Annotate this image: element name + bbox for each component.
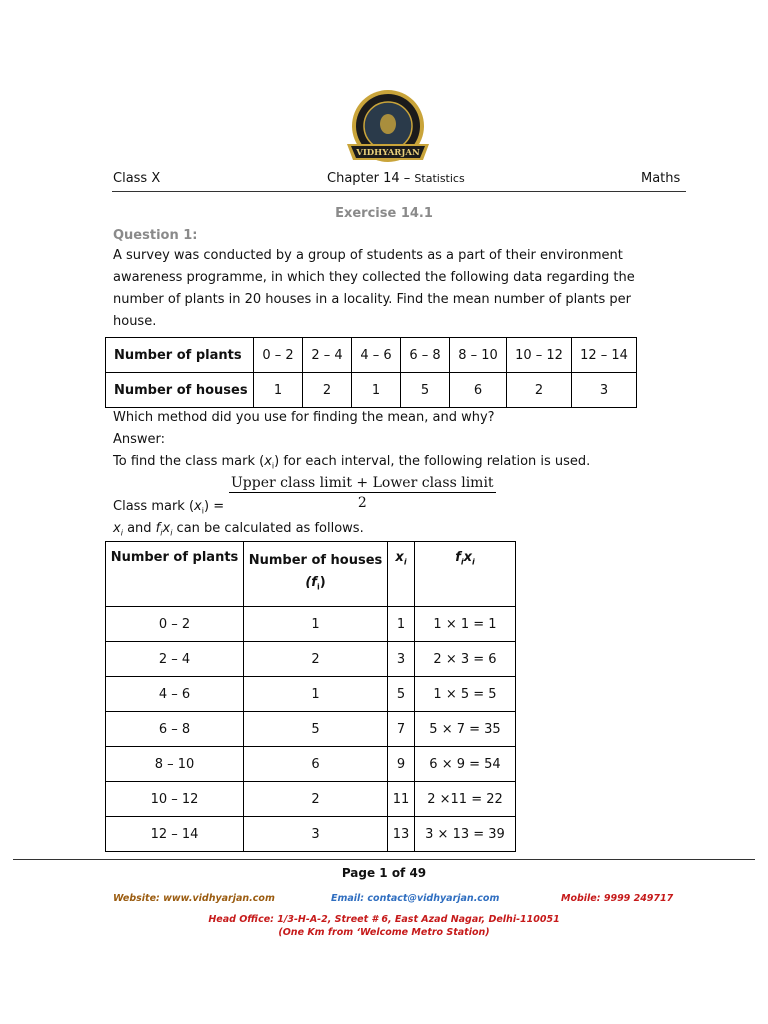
fx-var: $f_ix_i$ — [155, 521, 173, 538]
cell-f: 6 — [244, 747, 388, 782]
header-xi: $x_i$ — [388, 542, 415, 607]
cell-interval: 2 – 4 — [106, 642, 244, 677]
cell-fx: 2 ×11 = 22 — [415, 782, 516, 817]
table-cell: 2 — [507, 373, 572, 408]
question-title: Question 1: — [113, 228, 198, 243]
website-link[interactable]: Website: www.vidhyarjan.com — [113, 893, 275, 904]
table-row — [106, 677, 516, 712]
cell-fx: 5 × 7 = 35 — [415, 712, 516, 747]
header-divider — [112, 191, 686, 192]
cell-interval: 0 – 2 — [106, 607, 244, 642]
cell-f: 2 — [244, 642, 388, 677]
cell-f: 3 — [244, 817, 388, 852]
table-row — [106, 607, 516, 642]
question-text: A survey was conducted by a group of students as a part of their environment awareness programme, in which they collected the following data regarding the number of plants in 20 houses in a locality. Find the mean number of plants per house. — [113, 248, 635, 329]
header-houses-fi: $(f_i)$ — [305, 575, 326, 592]
i-subscript: i — [271, 461, 275, 471]
subject-label: Maths — [641, 171, 681, 186]
cell-x: 9 — [388, 747, 415, 782]
table-cell: 2 — [303, 373, 352, 408]
table-row — [106, 373, 637, 408]
intro-text: To find the class mark ( — [113, 454, 265, 469]
table-cell: 6 – 8 — [401, 338, 450, 373]
table-cell: 1 — [352, 373, 401, 408]
cell-x: 13 — [388, 817, 415, 852]
table-cell: 8 – 10 — [450, 338, 507, 373]
calc-line: $x_i$ and $f_ix_i$ can be calculated as follows. — [113, 521, 364, 538]
x-var: x — [194, 499, 202, 514]
row-label: Number of houses — [106, 373, 254, 408]
svg-text:VIDHYARJAN: VIDHYARJAN — [356, 148, 420, 158]
plants-data-table — [105, 337, 637, 408]
cell-f: 5 — [244, 712, 388, 747]
exercise-title: Exercise 14.1 — [335, 206, 433, 221]
table-cell: 0 – 2 — [254, 338, 303, 373]
intro-text-end: ) for each interval, the following relation is used. — [274, 454, 591, 469]
row-label: Number of plants — [106, 338, 254, 373]
class-mark-intro — [113, 451, 673, 478]
table-cell: 6 — [450, 373, 507, 408]
cell-f: 1 — [244, 677, 388, 712]
table-row — [106, 338, 637, 373]
cell-interval: 10 – 12 — [106, 782, 244, 817]
cell-interval: 4 – 6 — [106, 677, 244, 712]
table-cell: 3 — [572, 373, 637, 408]
cell-fx: 6 × 9 = 54 — [415, 747, 516, 782]
header-houses-label: Number of houses — [248, 553, 383, 568]
page-number: Page 1 of 49 — [341, 866, 427, 880]
cell-fx: 2 × 3 = 6 — [415, 642, 516, 677]
chapter-number: Chapter 14 – — [327, 171, 411, 186]
x-var: x — [264, 454, 272, 469]
cell-f: 2 — [244, 782, 388, 817]
cell-x: 11 — [388, 782, 415, 817]
header-plants: Number of plants — [106, 542, 244, 607]
answer-label: Answer: — [113, 432, 166, 447]
lhs-text: Class mark ( — [113, 499, 195, 514]
x-var: $x_i$ — [113, 521, 123, 538]
cell-x: 1 — [388, 607, 415, 642]
cell-fx: 1 × 1 = 1 — [415, 607, 516, 642]
table-row — [106, 712, 516, 747]
footer-divider — [13, 859, 755, 860]
table-cell: 12 – 14 — [572, 338, 637, 373]
cell-f: 1 — [244, 607, 388, 642]
table-row — [106, 782, 516, 817]
vidhyarjan-logo — [343, 88, 433, 170]
fraction-numerator: Upper class limit + Lower class limit — [231, 475, 494, 491]
table-cell: 1 — [254, 373, 303, 408]
cell-interval: 8 – 10 — [106, 747, 244, 782]
table-cell: 5 — [401, 373, 450, 408]
table-cell: 2 – 4 — [303, 338, 352, 373]
cell-x: 7 — [388, 712, 415, 747]
office-landmark: (One Km from ‘Welcome Metro Station) — [278, 927, 490, 938]
cell-interval: 12 – 14 — [106, 817, 244, 852]
chapter-label — [327, 171, 465, 186]
fraction-denominator: 2 — [357, 495, 367, 511]
class-label: Class X — [113, 171, 161, 186]
lhs-text-end: ) = — [203, 499, 225, 514]
email-link[interactable]: Email: contact@vidhyarjan.com — [331, 893, 500, 904]
table-header-row — [106, 542, 516, 607]
i-subscript: i — [201, 506, 204, 516]
cell-fx: 3 × 13 = 39 — [415, 817, 516, 852]
mobile-number: Mobile: 9999 249717 — [561, 893, 674, 904]
calc-text: can be calculated as follows. — [172, 521, 364, 536]
header-fixi: $f_ix_i$ — [415, 542, 516, 607]
cell-x: 5 — [388, 677, 415, 712]
cell-interval: 6 – 8 — [106, 712, 244, 747]
table-row — [106, 817, 516, 852]
office-address: Head Office: 1/3-H-A-2, Street # 6, East Azad Nagar, Delhi-110051 — [208, 914, 560, 925]
table-cell: 10 – 12 — [507, 338, 572, 373]
cell-x: 3 — [388, 642, 415, 677]
method-question: Which method did you use for finding the mean, and why? — [113, 410, 495, 425]
frequency-table — [105, 541, 516, 852]
table-row — [106, 642, 516, 677]
cell-fx: 1 × 5 = 5 — [415, 677, 516, 712]
chapter-topic: Statistics — [414, 172, 465, 185]
table-cell: 4 – 6 — [352, 338, 401, 373]
table-row — [106, 747, 516, 782]
header-houses — [244, 542, 388, 607]
